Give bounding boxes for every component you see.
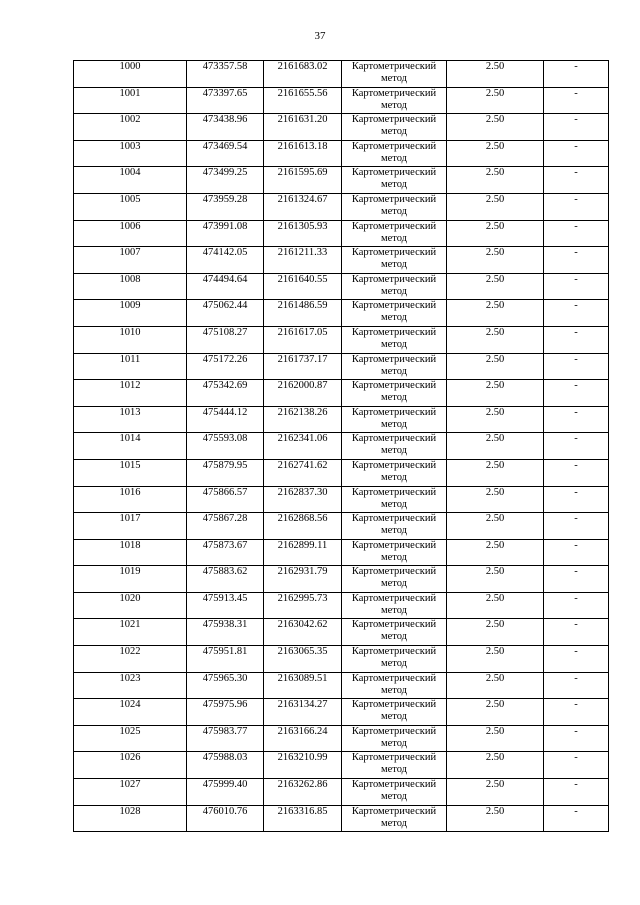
y-coordinate-cell: 2162837.30: [264, 486, 342, 513]
accuracy-cell: 2.50: [447, 193, 544, 220]
y-coordinate-cell: 2162995.73: [264, 592, 342, 619]
note-cell: -: [544, 353, 609, 380]
x-coordinate-cell: 475975.96: [187, 699, 264, 726]
method-cell: Картометрический метод: [342, 539, 447, 566]
method-cell: Картометрический метод: [342, 300, 447, 327]
note-cell: -: [544, 539, 609, 566]
note-cell: -: [544, 61, 609, 88]
y-coordinate-cell: 2161486.59: [264, 300, 342, 327]
point-number-cell: 1020: [74, 592, 187, 619]
x-coordinate-cell: 475866.57: [187, 486, 264, 513]
page-number: 37: [314, 30, 326, 42]
method-cell: Картометрический метод: [342, 114, 447, 141]
accuracy-cell: 2.50: [447, 380, 544, 407]
note-cell: -: [544, 619, 609, 646]
accuracy-cell: 2.50: [447, 672, 544, 699]
method-cell: Картометрический метод: [342, 752, 447, 779]
table-row: [74, 459, 609, 486]
x-coordinate-cell: 475999.40: [187, 779, 264, 806]
accuracy-cell: 2.50: [447, 61, 544, 88]
y-coordinate-cell: 2163166.24: [264, 725, 342, 752]
point-number-cell: 1026: [74, 752, 187, 779]
point-number-cell: 1005: [74, 193, 187, 220]
method-cell: Картометрический метод: [342, 699, 447, 726]
table-row: [74, 273, 609, 300]
method-cell: Картометрический метод: [342, 672, 447, 699]
point-number-cell: 1010: [74, 326, 187, 353]
method-cell: Картометрический метод: [342, 87, 447, 114]
method-cell: Картометрический метод: [342, 193, 447, 220]
y-coordinate-cell: 2161640.55: [264, 273, 342, 300]
method-cell: Картометрический метод: [342, 459, 447, 486]
table-row: [74, 87, 609, 114]
method-cell: Картометрический метод: [342, 486, 447, 513]
accuracy-cell: 2.50: [447, 433, 544, 460]
note-cell: -: [544, 326, 609, 353]
y-coordinate-cell: 2161613.18: [264, 140, 342, 167]
table-row: [74, 725, 609, 752]
point-number-cell: 1015: [74, 459, 187, 486]
table-row: [74, 167, 609, 194]
table-row: [74, 193, 609, 220]
x-coordinate-cell: 475988.03: [187, 752, 264, 779]
table-row: [74, 592, 609, 619]
table-row: [74, 486, 609, 513]
accuracy-cell: 2.50: [447, 725, 544, 752]
point-number-cell: 1025: [74, 725, 187, 752]
accuracy-cell: 2.50: [447, 805, 544, 832]
note-cell: -: [544, 167, 609, 194]
method-cell: Картометрический метод: [342, 646, 447, 673]
point-number-cell: 1027: [74, 779, 187, 806]
point-number-cell: 1000: [74, 61, 187, 88]
x-coordinate-cell: 475965.30: [187, 672, 264, 699]
note-cell: -: [544, 406, 609, 433]
x-coordinate-cell: 475867.28: [187, 513, 264, 540]
accuracy-cell: 2.50: [447, 140, 544, 167]
accuracy-cell: 2.50: [447, 779, 544, 806]
accuracy-cell: 2.50: [447, 619, 544, 646]
table-row: [74, 406, 609, 433]
point-number-cell: 1017: [74, 513, 187, 540]
method-cell: Картометрический метод: [342, 380, 447, 407]
y-coordinate-cell: 2161305.93: [264, 220, 342, 247]
accuracy-cell: 2.50: [447, 699, 544, 726]
point-number-cell: 1002: [74, 114, 187, 141]
x-coordinate-cell: 475951.81: [187, 646, 264, 673]
method-cell: Картометрический метод: [342, 353, 447, 380]
method-cell: Картометрический метод: [342, 220, 447, 247]
y-coordinate-cell: 2161683.02: [264, 61, 342, 88]
x-coordinate-cell: 475873.67: [187, 539, 264, 566]
point-number-cell: 1008: [74, 273, 187, 300]
table-row: [74, 752, 609, 779]
x-coordinate-cell: 475593.08: [187, 433, 264, 460]
method-cell: Картометрический метод: [342, 247, 447, 274]
y-coordinate-cell: 2162931.79: [264, 566, 342, 593]
note-cell: -: [544, 646, 609, 673]
y-coordinate-cell: 2162741.62: [264, 459, 342, 486]
point-number-cell: 1007: [74, 247, 187, 274]
y-coordinate-cell: 2163134.27: [264, 699, 342, 726]
method-cell: Картометрический метод: [342, 725, 447, 752]
table-row: [74, 433, 609, 460]
accuracy-cell: 2.50: [447, 539, 544, 566]
method-cell: Картометрический метод: [342, 619, 447, 646]
table-row: [74, 61, 609, 88]
x-coordinate-cell: 473469.54: [187, 140, 264, 167]
table-row: [74, 566, 609, 593]
note-cell: -: [544, 114, 609, 141]
table-row: [74, 140, 609, 167]
note-cell: -: [544, 486, 609, 513]
method-cell: Картометрический метод: [342, 140, 447, 167]
note-cell: -: [544, 725, 609, 752]
accuracy-cell: 2.50: [447, 87, 544, 114]
point-number-cell: 1021: [74, 619, 187, 646]
x-coordinate-cell: 473438.96: [187, 114, 264, 141]
table-row: [74, 380, 609, 407]
method-cell: Картометрический метод: [342, 326, 447, 353]
y-coordinate-cell: 2162138.26: [264, 406, 342, 433]
method-cell: Картометрический метод: [342, 805, 447, 832]
y-coordinate-cell: 2163065.35: [264, 646, 342, 673]
table-body: [74, 61, 609, 832]
table-row: [74, 672, 609, 699]
x-coordinate-cell: 474494.64: [187, 273, 264, 300]
point-number-cell: 1004: [74, 167, 187, 194]
table-row: [74, 220, 609, 247]
note-cell: -: [544, 459, 609, 486]
accuracy-cell: 2.50: [447, 247, 544, 274]
accuracy-cell: 2.50: [447, 646, 544, 673]
y-coordinate-cell: 2162000.87: [264, 380, 342, 407]
point-number-cell: 1018: [74, 539, 187, 566]
y-coordinate-cell: 2163089.51: [264, 672, 342, 699]
accuracy-cell: 2.50: [447, 167, 544, 194]
y-coordinate-cell: 2163316.85: [264, 805, 342, 832]
note-cell: -: [544, 220, 609, 247]
x-coordinate-cell: 475342.69: [187, 380, 264, 407]
x-coordinate-cell: 475938.31: [187, 619, 264, 646]
y-coordinate-cell: 2161631.20: [264, 114, 342, 141]
note-cell: -: [544, 513, 609, 540]
y-coordinate-cell: 2162899.11: [264, 539, 342, 566]
y-coordinate-cell: 2161211.33: [264, 247, 342, 274]
note-cell: -: [544, 247, 609, 274]
point-number-cell: 1014: [74, 433, 187, 460]
y-coordinate-cell: 2161324.67: [264, 193, 342, 220]
point-number-cell: 1013: [74, 406, 187, 433]
point-number-cell: 1011: [74, 353, 187, 380]
y-coordinate-cell: 2162868.56: [264, 513, 342, 540]
table-row: [74, 326, 609, 353]
note-cell: -: [544, 87, 609, 114]
point-number-cell: 1022: [74, 646, 187, 673]
accuracy-cell: 2.50: [447, 566, 544, 593]
note-cell: -: [544, 672, 609, 699]
accuracy-cell: 2.50: [447, 752, 544, 779]
table-row: [74, 353, 609, 380]
note-cell: -: [544, 592, 609, 619]
x-coordinate-cell: 475883.62: [187, 566, 264, 593]
x-coordinate-cell: 475444.12: [187, 406, 264, 433]
note-cell: -: [544, 380, 609, 407]
point-number-cell: 1012: [74, 380, 187, 407]
x-coordinate-cell: 473397.65: [187, 87, 264, 114]
y-coordinate-cell: 2163042.62: [264, 619, 342, 646]
x-coordinate-cell: 476010.76: [187, 805, 264, 832]
method-cell: Картометрический метод: [342, 433, 447, 460]
method-cell: Картометрический метод: [342, 61, 447, 88]
x-coordinate-cell: 474142.05: [187, 247, 264, 274]
note-cell: -: [544, 566, 609, 593]
point-number-cell: 1009: [74, 300, 187, 327]
accuracy-cell: 2.50: [447, 459, 544, 486]
accuracy-cell: 2.50: [447, 300, 544, 327]
accuracy-cell: 2.50: [447, 406, 544, 433]
note-cell: -: [544, 193, 609, 220]
note-cell: -: [544, 433, 609, 460]
point-number-cell: 1028: [74, 805, 187, 832]
point-number-cell: 1016: [74, 486, 187, 513]
accuracy-cell: 2.50: [447, 513, 544, 540]
note-cell: -: [544, 273, 609, 300]
y-coordinate-cell: 2161655.56: [264, 87, 342, 114]
note-cell: -: [544, 805, 609, 832]
note-cell: -: [544, 752, 609, 779]
x-coordinate-cell: 473357.58: [187, 61, 264, 88]
x-coordinate-cell: 475172.26: [187, 353, 264, 380]
table-row: [74, 779, 609, 806]
y-coordinate-cell: 2163262.86: [264, 779, 342, 806]
table-row: [74, 619, 609, 646]
x-coordinate-cell: 473499.25: [187, 167, 264, 194]
accuracy-cell: 2.50: [447, 273, 544, 300]
accuracy-cell: 2.50: [447, 592, 544, 619]
x-coordinate-cell: 473959.28: [187, 193, 264, 220]
accuracy-cell: 2.50: [447, 486, 544, 513]
table-row: [74, 539, 609, 566]
table-row: [74, 699, 609, 726]
note-cell: -: [544, 300, 609, 327]
method-cell: Картометрический метод: [342, 592, 447, 619]
accuracy-cell: 2.50: [447, 353, 544, 380]
x-coordinate-cell: 475879.95: [187, 459, 264, 486]
table-row: [74, 300, 609, 327]
point-number-cell: 1003: [74, 140, 187, 167]
y-coordinate-cell: 2161595.69: [264, 167, 342, 194]
coordinates-table: [73, 60, 609, 832]
note-cell: -: [544, 779, 609, 806]
method-cell: Картометрический метод: [342, 779, 447, 806]
method-cell: Картометрический метод: [342, 273, 447, 300]
point-number-cell: 1006: [74, 220, 187, 247]
method-cell: Картометрический метод: [342, 513, 447, 540]
point-number-cell: 1024: [74, 699, 187, 726]
point-number-cell: 1023: [74, 672, 187, 699]
x-coordinate-cell: 475913.45: [187, 592, 264, 619]
y-coordinate-cell: 2163210.99: [264, 752, 342, 779]
x-coordinate-cell: 475983.77: [187, 725, 264, 752]
x-coordinate-cell: 473991.08: [187, 220, 264, 247]
table-row: [74, 646, 609, 673]
accuracy-cell: 2.50: [447, 326, 544, 353]
table-row: [74, 114, 609, 141]
accuracy-cell: 2.50: [447, 220, 544, 247]
point-number-cell: 1001: [74, 87, 187, 114]
point-number-cell: 1019: [74, 566, 187, 593]
method-cell: Картометрический метод: [342, 566, 447, 593]
table-row: [74, 805, 609, 832]
y-coordinate-cell: 2161617.05: [264, 326, 342, 353]
y-coordinate-cell: 2162341.06: [264, 433, 342, 460]
accuracy-cell: 2.50: [447, 114, 544, 141]
note-cell: -: [544, 140, 609, 167]
method-cell: Картометрический метод: [342, 167, 447, 194]
x-coordinate-cell: 475108.27: [187, 326, 264, 353]
table-row: [74, 247, 609, 274]
x-coordinate-cell: 475062.44: [187, 300, 264, 327]
y-coordinate-cell: 2161737.17: [264, 353, 342, 380]
table-row: [74, 513, 609, 540]
method-cell: Картометрический метод: [342, 406, 447, 433]
note-cell: -: [544, 699, 609, 726]
